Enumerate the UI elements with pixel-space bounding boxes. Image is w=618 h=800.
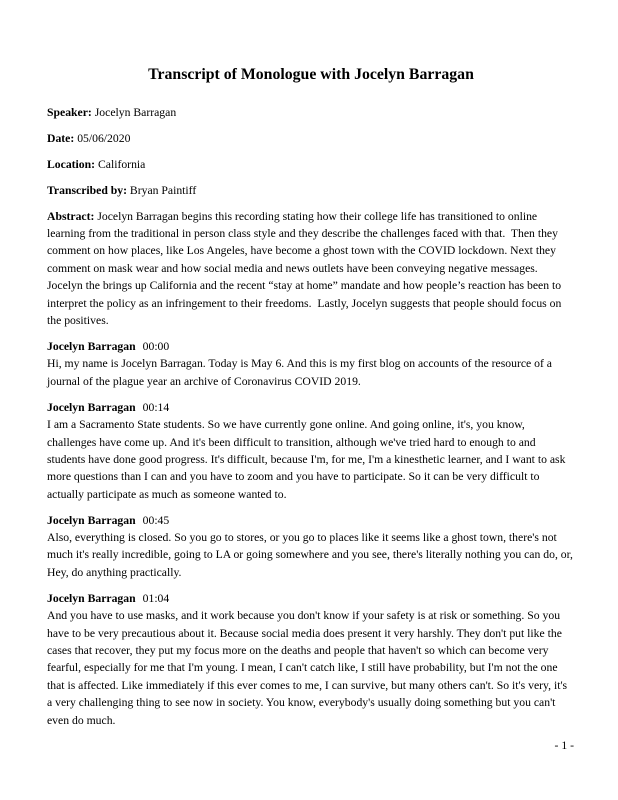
entry-speaker: Jocelyn Barragan (47, 339, 136, 353)
page-number: - 1 - (554, 739, 574, 752)
meta-value: Bryan Paintiff (129, 183, 197, 197)
transcript-entry (47, 512, 575, 582)
entry-speaker: Jocelyn Barragan (47, 513, 136, 527)
entry-speaker: Jocelyn Barragan (47, 400, 136, 414)
entry-speaker: Jocelyn Barragan (47, 591, 136, 605)
entry-timestamp: 00:45 (142, 513, 170, 527)
entry-text: And you have to use masks, and it work because you don't know if your safety is at risk or something. So you have to be very precautious about it. Because social media does present it very harshly. They don't put like the cases that recover, they put my focus more on the deaths and people that haven't so which can become very fearful, especially for me that I'm young. I mean, I can't catch like, I still have probability, but I'm not the one that is affected. Like immediately if this ever comes to me, I can survive, but many others can't. So it's very, it's a very challenging thing to see now in society. You know, everybody's usually doing something but you can't even do much. (47, 609, 568, 727)
meta-line (47, 156, 575, 173)
entry-header (47, 590, 575, 607)
meta-line (47, 182, 575, 199)
transcript-entry (47, 399, 575, 503)
meta-label: Location: (47, 157, 96, 171)
meta-value: 05/06/2020 (77, 131, 131, 145)
entry-timestamp: 01:04 (142, 591, 170, 605)
meta-line (47, 104, 575, 121)
entry-text: Also, everything is closed. So you go to stores, or you go to places like it seems like a ghost town, there's not much it's really incredible, going to LA or going somewhere and you see, there's literally nothing you can do, or, Hey, do anything practically. (47, 531, 573, 579)
entry-text: Hi, my name is Jocelyn Barragan. Today is May 6. And this is my first blog on accounts of the resource of a journal of the plague year an archive of Coronavirus COVID 2019. (47, 357, 552, 388)
meta-label: Date: (47, 131, 75, 145)
abstract-label: Abstract: (47, 209, 95, 223)
transcript-entry (47, 338, 575, 390)
transcript-entry (47, 590, 575, 729)
abstract-text: Jocelyn Barragan begins this recording stating how their college life has transitioned to online learning from the traditional in person class style and they describe the challenges faced with that. Then they comment on how places, like Los Angeles, have become a ghost town with the COVID lockdown. Next they comment on mask wear and how social media and news outlets have been conveying negative messages. Jocelyn the brings up California and the recent “stay at home” mandate and how people’s reaction has been to interpret the policy as an infringement to their freedoms. Lastly, Jocelyn suggests that people should focus on the positives. (47, 209, 565, 328)
transcript-entries (47, 338, 575, 729)
entry-header (47, 399, 575, 416)
meta-section (47, 104, 575, 199)
entry-header (47, 338, 575, 355)
entry-timestamp: 00:14 (142, 400, 170, 414)
entry-header (47, 512, 575, 529)
meta-label: Speaker: (47, 106, 92, 119)
page-title: Transcript of Monologue with Jocelyn Barragan (148, 66, 474, 83)
meta-label: Transcribed by: (47, 183, 127, 197)
meta-value: California (97, 157, 146, 171)
meta-line (47, 130, 575, 147)
meta-value: Jocelyn Barragan (94, 106, 177, 119)
abstract-paragraph (47, 208, 575, 330)
entry-timestamp: 00:00 (142, 339, 170, 353)
entry-text: I am a Sacramento State students. So we have currently gone online. And going online, it's, you know, challenges have come up. And it's been difficult to transition, although we've tried hard to enough to and students have done good progress. It's difficult, because I'm, for me, I'm a kinesthetic learner, and I want to ask more questions than I can and you have to zoom and you have to participate. So it can be very difficult to actually participate as much as someone wanted to. (47, 418, 566, 501)
